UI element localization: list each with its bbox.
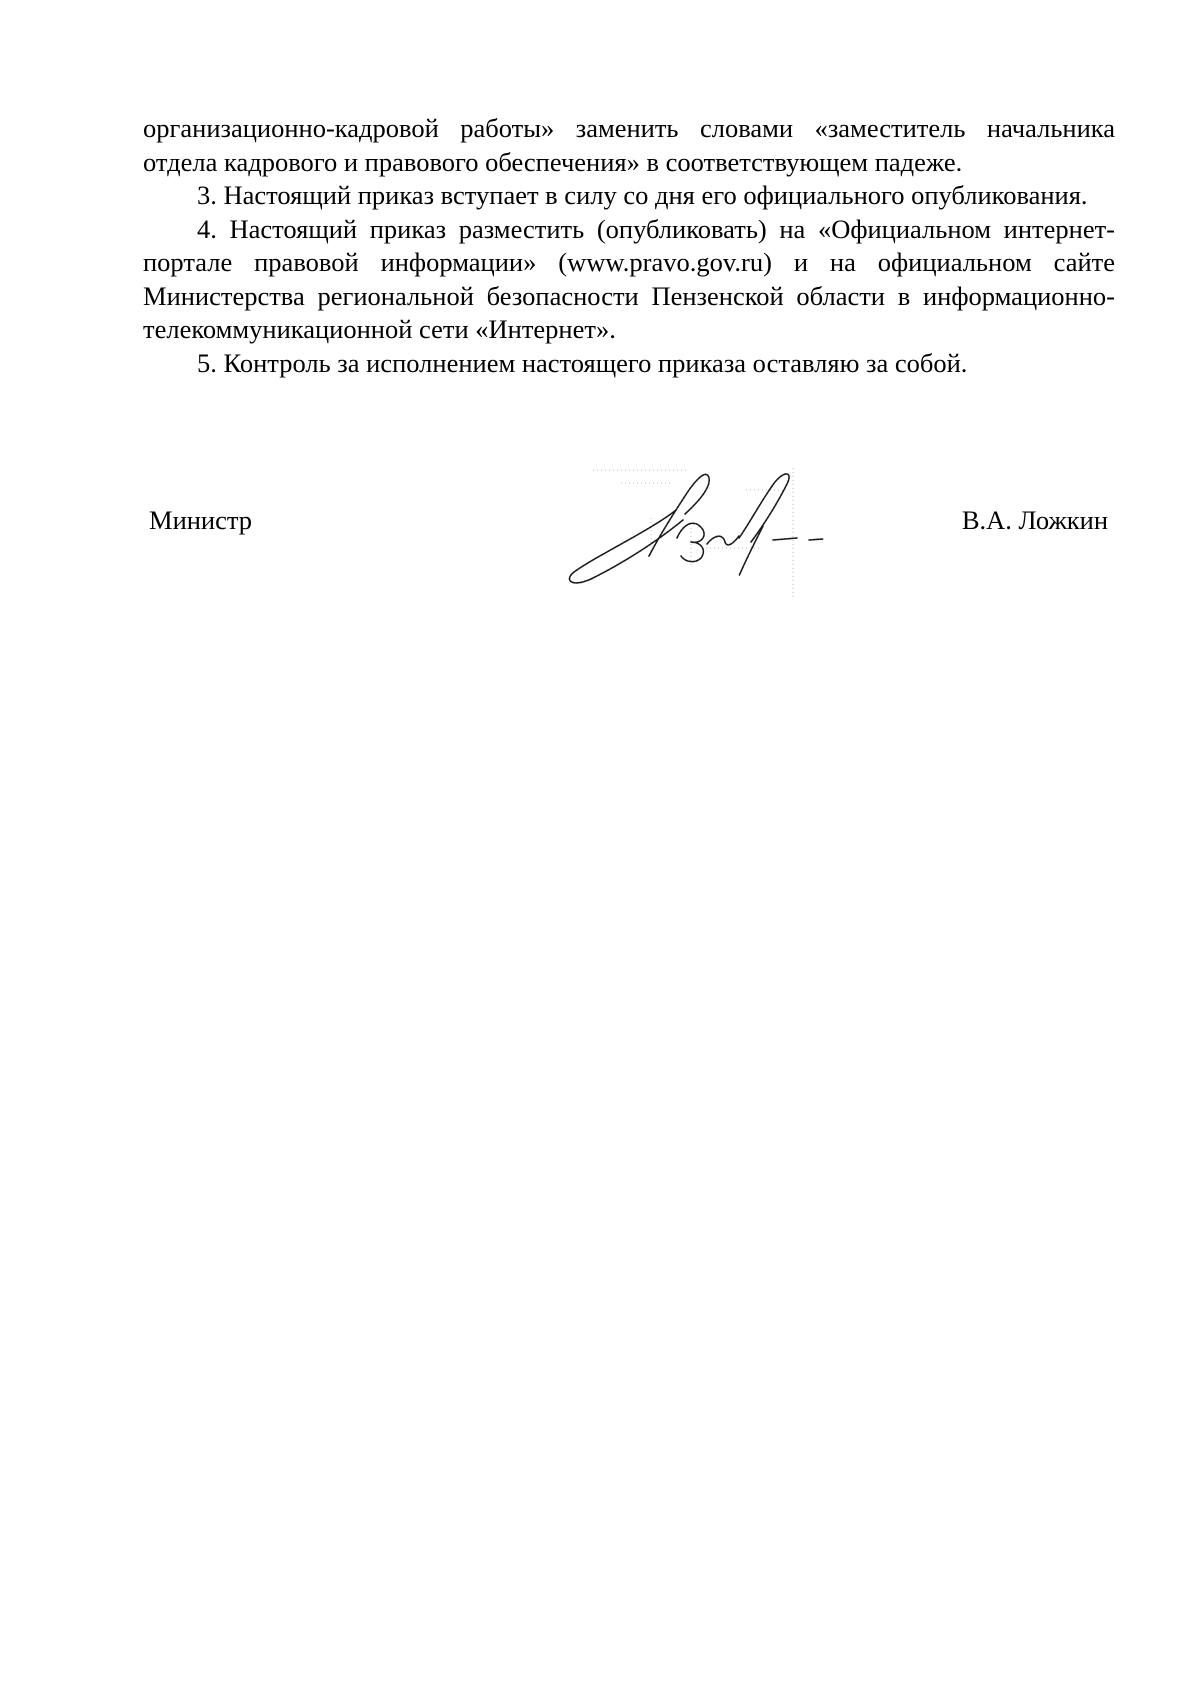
handwritten-signature bbox=[501, 448, 901, 598]
signature-block bbox=[143, 448, 1115, 598]
paragraph-item-5: 5. Контроль за исполнением настоящего приказа оставляю за собой. bbox=[197, 347, 968, 378]
signatory-name: В.А. Ложкин bbox=[961, 505, 1108, 535]
paragraph-item-3: 3. Настоящий приказ вступает в силу со дня его официального опубликования. bbox=[197, 180, 1088, 210]
document-body bbox=[143, 112, 1115, 380]
paragraph-item-4: 4. Настоящий приказ разместить (опубликовать) на «Официальном интернет-портале правовой информации» (www.pravo.gov.ru) и на официальном сайте Министерства региональной безопасности Пензенской области в информационно-телекоммуникационной сети «Интернет». bbox=[143, 213, 1115, 344]
paragraph-continuation: организационно-кадровой работы» заменить словами «заместитель начальника отдела кадрового и правового обеспечения» в соответствующем падеже. bbox=[143, 113, 1115, 177]
signatory-position: Министр bbox=[149, 505, 253, 535]
